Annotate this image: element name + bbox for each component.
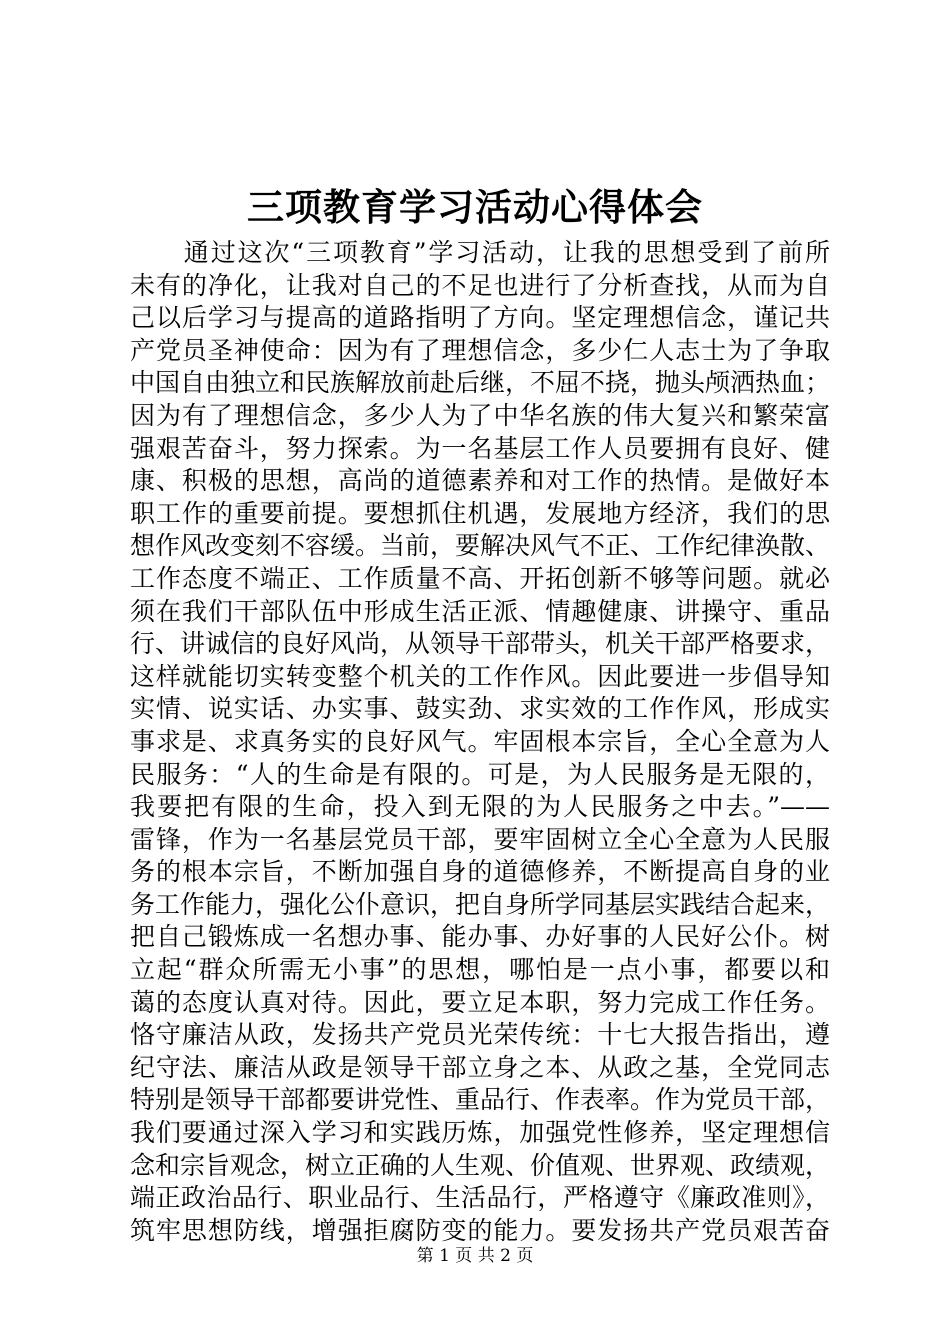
body-line: 这样就能切实转变整个机关的工作作风。因此要进一步倡导知 [130,661,830,691]
body-line: 己以后学习与提高的道路指明了方向。坚定理想信念，谨记共 [130,303,830,333]
body-line: 务的根本宗旨，不断加强自身的道德修养，不断提高自身的业 [130,857,830,887]
body-line: 我们要通过深入学习和实践历炼，加强党性修养，坚定理想信 [130,1118,830,1148]
body-line: 把自己锻炼成一名想办事、能办事、办好事的人民好公仆。树 [130,922,830,952]
body-line: 筑牢思想防线，增强拒腐防变的能力。要发扬共产党员艰苦奋 [130,1215,830,1245]
body-line: 通过这次“三项教育”学习活动，让我的思想受到了前所 [130,238,830,267]
body-line: 事求是、求真务实的良好风气。牢固根本宗旨，全心全意为人 [130,726,830,756]
body-line: 想作风改变刻不容缓。当前，要解决风气不正、工作纪律涣散、 [130,531,831,561]
body-line: 我要把有限的生命，投入到无限的为人民服务之中去。”—— [130,792,830,822]
body-line: 蔼的态度认真对待。因此，要立足本职，努力完成工作任务。 [130,987,830,1017]
body-line: 实情、说实话、办实事、鼓实劲、求实效的工作作风，形成实 [130,694,830,724]
body-line: 行、讲诚信的良好风尚，从领导干部带头，机关干部严格要求， [130,629,831,659]
body-line: 须在我们干部队伍中形成生活正派、情趣健康、讲操守、重品 [130,596,830,626]
body-line: 中国自由独立和民族解放前赴后继，不屈不挠，抛头颅洒热血； [130,368,831,398]
body-line: 因为有了理想信念，多少人为了中华名族的伟大复兴和繁荣富 [130,400,830,430]
body-line: 强艰苦奋斗，努力探索。为一名基层工作人员要拥有良好、健 [130,433,830,463]
body-line: 雷锋，作为一名基层党员干部，要牢固树立全心全意为人民服 [130,824,830,854]
body-line: 职工作的重要前提。要想抓住机遇，发展地方经济，我们的思 [130,498,830,528]
body-paragraph [130,237,830,1247]
body-line: 念和宗旨观念，树立正确的人生观、价值观、世界观、政绩观， [130,1150,831,1180]
page-footer: 第 1 页 共 2 页 [416,1246,534,1266]
body-line: 康、积极的思想，高尚的道德素养和对工作的热情。是做好本 [130,466,830,496]
body-line: 未有的净化，让我对自己的不足也进行了分析查找，从而为自 [130,270,830,300]
body-line: 立起“群众所需无小事”的思想，哪怕是一点小事，都要以和 [130,955,830,985]
document-title: 三项教育学习活动心得体会 [247,185,703,229]
body-line: 特别是领导干部都要讲党性、重品行、作表率。作为党员干部， [130,1085,831,1115]
body-line: 务工作能力，强化公仆意识，把自身所学同基层实践结合起来， [130,889,831,919]
body-line: 纪守法、廉洁从政是领导干部立身之本、从政之基，全党同志 [130,1052,830,1082]
body-line: 端正政治品行、职业品行、生活品行，严格遵守《廉政准则》， [130,1183,830,1213]
body-line: 民服务：“人的生命是有限的。可是，为人民服务是无限的， [130,759,830,789]
body-line: 产党员圣神使命：因为有了理想信念，多少仁人志士为了争取 [130,335,830,365]
body-line: 恪守廉洁从政，发扬共产党员光荣传统：十七大报告指出，遵 [130,1020,830,1050]
body-line: 工作态度不端正、工作质量不高、开拓创新不够等问题。就必 [130,563,830,593]
